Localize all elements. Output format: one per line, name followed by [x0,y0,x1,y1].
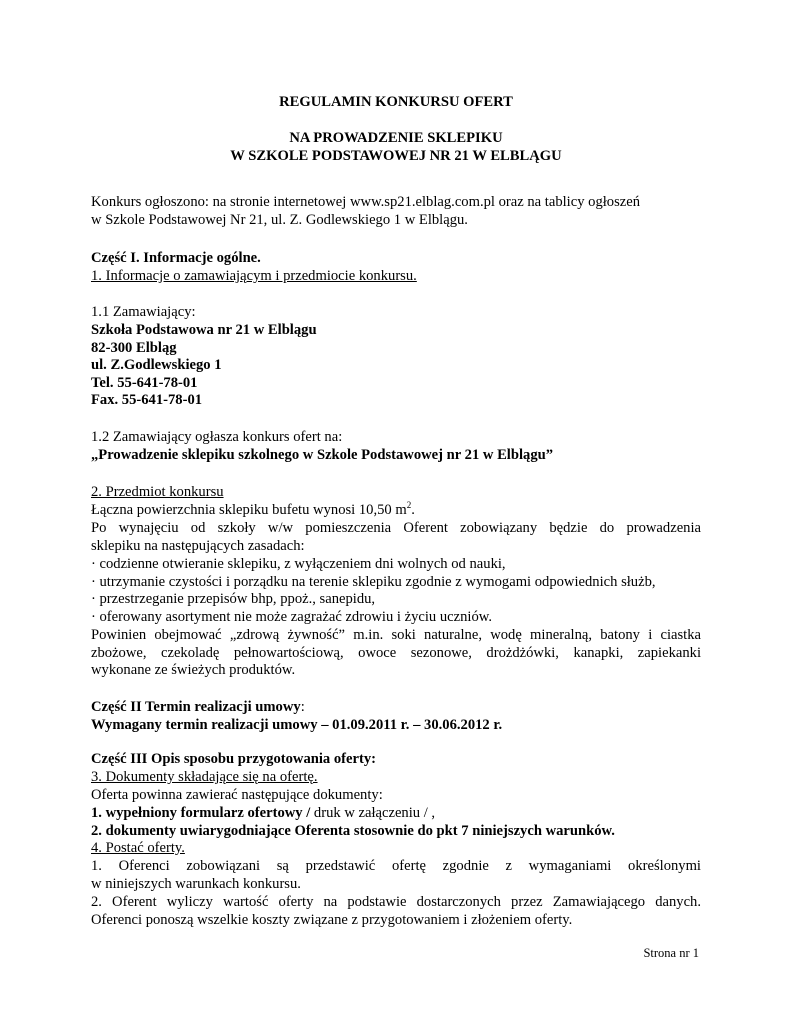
form-p1-line-2: w niniejszych warunkach konkursu. [91,875,301,892]
food-line-2: zbożowe, czekoladę pełnowartościową, owoce sezonowe, drożdżówki, kanapki, zapiekanki [91,644,701,661]
deadline-text: Wymagany termin realizacji umowy – 01.09.2011 r. – 30.06.2012 r. [91,717,503,733]
area-text: Łączna powierzchnia sklepiku bufetu wynosi 10,50 m [91,502,407,518]
rule-item: · przestrzeganie przepisów bhp, ppoż., sanepidu, [91,591,376,608]
part3-heading: Część III Opis sposobu przygotowania oferty: [91,751,376,767]
document-title: REGULAMIN KONKURSU OFERT [279,94,513,110]
area-end: . [411,502,415,518]
area-superscript: 2 [406,500,412,511]
form-p2-line-2: Oferenci ponoszą wszelkie koszty związane z przygotowaniem i złożeniem oferty. [91,911,573,928]
part2-heading: Część II Termin realizacji umowy [91,699,301,715]
section2-heading: 2. Przedmiot konkursu [91,484,224,500]
form-p2-line-1: 2. Oferent wyliczy wartość oferty na podstawie dostarczonych przez Zamawiającego danych. [91,894,701,910]
contact-name: Szkoła Podstawowa nr 21 w Elblągu [91,322,317,338]
section1-heading: 1. Informacje o zamawiającym i przedmiocie konkursu. [91,268,417,284]
contact-street: ul. Z.Godlewskiego 1 [91,357,222,374]
contact-city: 82-300 Elbląg [91,339,177,356]
doc-item-2: 2. dokumenty uwiarygodniające Oferenta stosownie do pkt 7 niniejszych warunków. [91,823,615,839]
section4-heading: 4. Postać oferty. [91,840,185,856]
doc1-rest: druk w załączeniu / , [310,805,436,821]
orderer-contact [91,322,701,410]
rule-item: · utrzymanie czystości i porządku na terenie sklepiku zgodnie z wymogami odpowiednich służb, [91,573,656,590]
section3-heading: 3. Dokumenty składające się na ofertę. [91,769,318,785]
form-paragraph-1 [91,858,701,893]
area-line [91,502,701,520]
contact-fax: Fax. 55-641-78-01 [91,392,203,409]
contact-phone: Tel. 55-641-78-01 [91,374,198,391]
document-subtitle [91,130,701,165]
doc-item-1 [91,805,701,823]
subtitle-line-1: NA PROWADZENIE SKLEPIKU [289,130,503,146]
obligation-paragraph [91,520,701,555]
subtitle-line-2: W SZKOLE PODSTAWOWEJ NR 21 W ELBLĄGU [230,147,562,164]
obligation-line-1: Po wynajęciu od szkoły w/w pomieszczenia Oferent zobowiązany będzie do prowadzenia [91,520,701,536]
intro-paragraph [91,194,701,229]
intro-line-2: w Szkole Podstawowej Nr 21, ul. Z. Godlewskiego 1 w Elblągu. [91,211,468,228]
rule-item: · oferowany asortyment nie może zagrażać zdrowiu i życiu uczniów. [91,608,493,625]
part2-heading-line [91,699,701,717]
doc1-bold: 1. wypełniony formularz ofertowy / [91,805,311,821]
page-number: Strona nr 1 [643,946,699,960]
food-line-3: wykonane ze świeżych produktów. [91,662,296,679]
rule-item: · codzienne otwieranie sklepiku, z wyłączeniem dni wolnych od nauki, [91,556,506,572]
food-paragraph [91,627,701,680]
contest-label: 1.2 Zamawiający ogłasza konkurs ofert na: [91,429,343,445]
part1-heading: Część I. Informacje ogólne. [91,250,261,266]
obligation-line-2: sklepiku na następujących zasadach: [91,537,305,554]
part2-colon: : [300,699,305,715]
orderer-label: 1.1 Zamawiający: [91,304,196,320]
docs-intro: Oferta powinna zawierać następujące dokumenty: [91,787,383,803]
contest-subject: „Prowadzenie sklepiku szkolnego w Szkole Podstawowej nr 21 w Elblągu” [91,447,554,463]
food-line-1: Powinien obejmować „zdrową żywność” m.in. soki naturalne, wodę mineralną, batony i ciastka [91,627,701,643]
rules-list [91,556,701,626]
intro-line-1: Konkurs ogłoszono: na stronie internetowej www.sp21.elblag.com.pl oraz na tablicy ogłoszeń [91,194,641,210]
form-paragraph-2 [91,894,701,929]
form-p1-line-1: 1. Oferenci zobowiązani są przedstawić ofertę zgodnie z wymaganiami określonymi [91,858,701,874]
